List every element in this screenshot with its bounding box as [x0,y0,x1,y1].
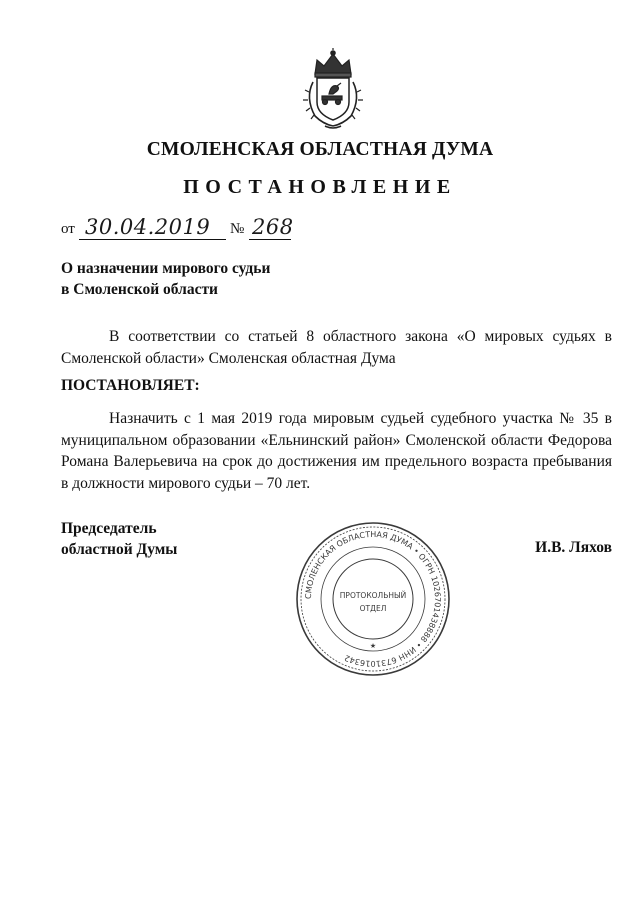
stamp-star-icon: ★ [369,642,377,650]
subject-line-2: в Смоленской области [61,281,218,298]
document-type-title: ПОСТАНОВЛЕНИЕ [183,176,457,198]
decree-paragraph: Назначить с 1 мая 2019 года мировым судьей судебного участка № 35 в муниципальном образовании «Ельнинский район» Смоленской области Федорова Романа Валерьевича на срок до достижения им предельного возраста пребывания в должности мирового судьи – 70 лет. [61,410,612,492]
stamp-center-line-2: ОТДЕЛ [359,604,387,613]
signatory-title-line-1: Председатель [61,520,157,537]
date-underline [79,239,226,240]
subject-line-1: О назначении мирового судьи [61,260,271,277]
document-subject [61,258,481,300]
number-prefix: № [230,221,245,237]
signatory-title-line-2: областной Думы [61,541,178,558]
official-stamp [293,520,453,678]
date-handwritten: 30.04.2019 [85,215,211,239]
organization-name: СМОЛЕНСКАЯ ОБЛАСТНАЯ ДУМА [146,139,494,160]
stamp-center-line-1: ПРОТОКОЛЬНЫЙ [339,591,407,600]
signatory-name: И.В. Ляхов [535,539,612,556]
stamp-ring-text: СМОЛЕНСКАЯ ОБЛАСТНАЯ ДУМА • ОГРН 1026701438888 • ИНН 6731016342 [303,529,443,669]
coat-of-arms-icon [293,48,373,132]
signatory-title [61,518,261,560]
number-underline [249,239,291,240]
number-handwritten: 268 [252,215,294,239]
registration-line [61,214,321,242]
date-prefix: от [61,221,75,237]
preamble-paragraph: В соответствии со статьей 8 областного закона «О мировых судьях в Смоленской области» Смоленская областная Дума [61,328,612,367]
decree-heading: ПОСТАНОВЛЯЕТ: [61,377,200,394]
